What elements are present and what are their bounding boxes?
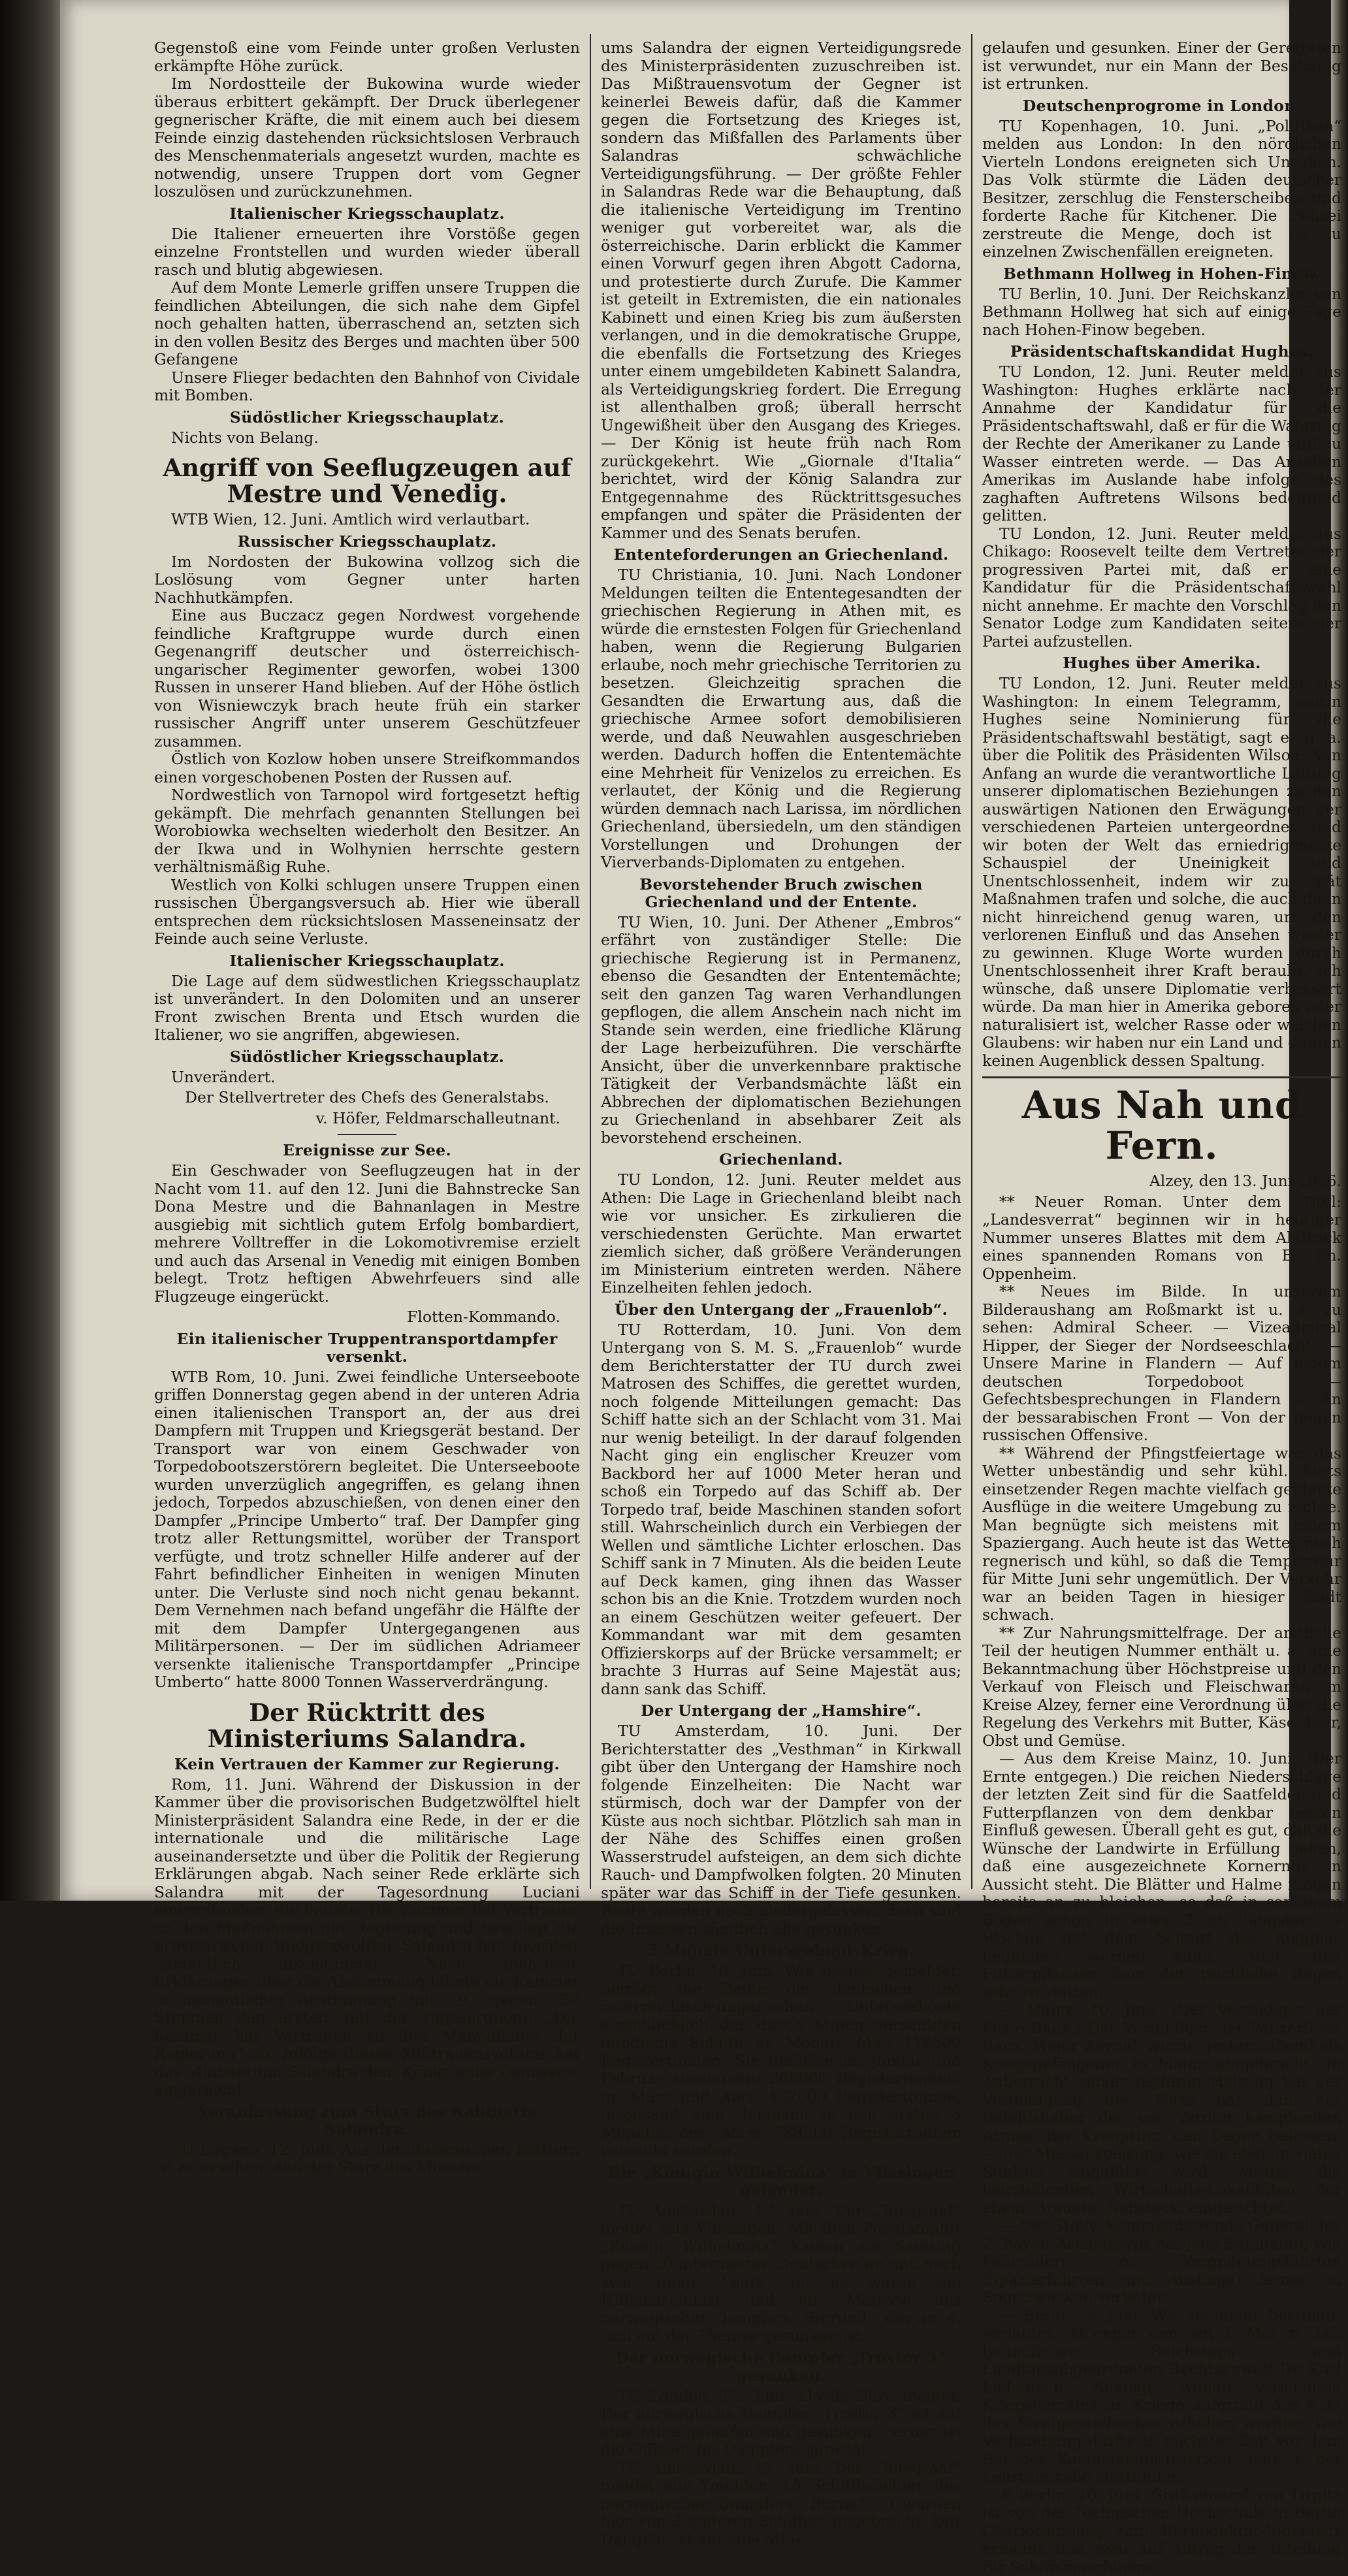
signature-line: Der Stellvertreter des Chefs des Generalstabs. <box>154 1089 580 1107</box>
section-heading: Die „Königin Wilhelmina“ in Vlissingen gelandet. <box>601 2164 961 2199</box>
paragraph: TU London, 12. Juni. Reuter meldet aus Chikago: Roosevelt teilte dem Vertreter der progressiven Partei mit, daß er eine Kandidatur für die Präsidentschaftswahl nicht annehme. Er machte den Vorschlag den Senator Lodge zum Kandidaten seitens der Partei aufzustellen. <box>982 525 1341 651</box>
section-heading: Ententeforderungen an Griechenland. <box>601 546 961 564</box>
column-rule <box>971 34 972 1889</box>
column-2 <box>594 39 968 1888</box>
signature-line: v. Höfer, Feldmarschalleutnant. <box>154 1110 580 1128</box>
paragraph: TU Amsterdam, 12. Juni. Der „Telegraaf“ meldet aus Vlissingen: Mit dem Postdampfer „Königin Wilhelmina“ kamen am Samstag gegen 30 internierten Deutschen an und noch zwei junge Leute an; es waren ein Hilfsmaschinist und ein Matrose des norwegischen Dampfers „Sigrund“, der am 4. Juni auf der Themse gesunken ist. <box>601 2202 961 2345</box>
paragraph: WTB Rom, 10. Juni. Zwei feindliche Unterseeboote griffen Donnerstag gegen abend in der unteren Adria einen italienischen Transport an, der aus drei Dampfern mit Truppen und Kriegsgerät bestand. Der Transport war von einem Geschwader von Torpedobootszerstörern begleitet. Die Unterseeboote wurden unverzüglich angegriffen, es gelang ihnen jedoch, Torpedos abzuschießen, von denen einer den Dampfer „Principe Umberto“ traf. Der Dampfer ging trotz aller Rettungsmittel, worüber der Transport verfügte, und trotz schneller Hilfe anderer auf der Fahrt befindlicher Einheiten in wenigen Minuten unter. Die Verluste sind noch nicht genau bekannt. Dem Vernehmen nach befand ungefähr die Hälfte der mit dem Dampfer Untergegangenen aus Militärpersonen. — Der im südlichen Adriameer versenkte italienische Transportdampfer „Principe Umberto“ hatte 8000 Tonnen Wasserverdrängung. <box>154 1368 580 1692</box>
paragraph: TU Rotterdam, 10. Juni. Von dem Untergang von S. M. S. „Frauenlob“ wurde dem Berichterstatter der TU durch zwei Matrosen des Schiffes, die gerettet wurden, noch folgende Mitteilungen gemacht: Das Schiff hatte sich an der Schlacht vom 31. Mai nur wenig beteiligt. In der darauf folgenden Nacht ging ein englischer Kreuzer vom Backbord her auf 1000 Meter heran und schoß ein Torpedo auf das Schiff ab. Der Torpedo traf, beide Maschinen standen sofort still. Wahrscheinlich durch ein Verbiegen der Wellen und sämtliche Lichter erloschen. Das Schiff sank in 7 Minuten. Als die beiden Leute auf Deck kamen, ging ihnen das Wasser schon bis an die Knie. Trotzdem wurden noch an einem Geschützen weiter gefeuert. Der Kommandant war mit dem gesamten Offizierskorps auf der Brücke versammelt; er brachte 3 Hurras auf Seine Majestät aus; dann sank das Schiff. <box>601 1321 961 1699</box>
column-3 <box>976 39 1348 1888</box>
paragraph: TU Amsterdam, 10. Juni. Der Berichterstatter des „Vesthman“ in Kirkwall gibt über den Untergang der Hamshire noch folgende Einzelheiten: Die Nacht war stürmisch, doch war der Dampfer von der Küste aus noch sichtbar. Plötzlich sah man in der Nähe des Schiffes einen großen Wasserstrudel aufsteigen, an dem sich dichte Rauch- und Dampfwolken folgten. 20 Minuten später war das Schiff in der Tiefe gesunken. Boote wurden noch niedergelassen, doch sind die Insassen sämtlich alle gesunken. <box>601 1722 961 1938</box>
section-heading: Südöstlicher Kriegsschauplatz. <box>154 1048 580 1066</box>
article-headline: Angriff von Seeflugzeugen auf Mestre und Venedig. <box>154 455 580 507</box>
paragraph: Westlich von Kolki schlugen unsere Truppen einen russischen Übergangsversuch ab. Hier wie überall entsprechen dem rücksichtslosen Masseneinsatz der Feinde auch seine Verluste. <box>154 877 580 948</box>
paragraph: TU Kopenhagen, 10. Juni. „Politiken“ melden aus London: In den nördlichen Vierteln Londons ereigneten sich Unruhen. Das Volk stürmte die Läden deutscher Besitzer, zerschlug die Fensterscheiben und forderte Rache für Kitchener. Die Polizei zerstreute die Menge, doch ist es zu einzelnen Zwischenfällen ereigneten. <box>982 118 1341 261</box>
signature-line: Flotten-Kommando. <box>154 1308 580 1327</box>
divider <box>338 1134 396 1135</box>
paragraph: — Berlin, 9. Juni. Wie nunmehr bestimmt verlautet, ist gegen den seit 1. Mai in Haft befindlichen Reichstags- und Landtagsabgeordneten Rechtsanwalt Dr. Karl Liebknecht Anklage wegen versuchten Kriegsverrates im Kriege aufgrund des § 89 des Strafgesetzbuches erhoben worden. Die Verhandlung dürfte in nächster Zeit vor dem Berliner Kommandanturgericht oder in der Lehrterstraße stattfinden. <box>982 2307 1341 2487</box>
paragraph: Unsere Flieger bedachten den Bahnhof von Cividale mit Bomben. <box>154 369 580 405</box>
section-heading: Griechenland. <box>601 1151 961 1168</box>
paragraph: TU Amsterdam, 12. Juni. Der „Telegraaf“ meldet aus Ymuiden: 15 Schiffbrüchige des norwegischen Dampfers „Burne“ (?) wurden hier von 2 anderen Schiffen eingebracht. Der Dampfer ist auf eine Mine <box>601 2459 961 2549</box>
paragraph: ** Während der Pfingstfeiertage war das Wetter unbeständig und sehr kühl. Stets einsetzender Regen machte vielfach geplante Ausflüge in die weitere Umgebung zu nichte. Man begnügte sich meistens mit einem Spaziergang. Auch heute ist das Wetter noch regnerisch und kühl, so daß die Temperatur für Mitte Juni sehr ungemütlich. Der Verkehr war an beiden Tagen in hiesiger Stadt schwach. <box>982 1445 1341 1624</box>
paragraph: Eine aus Buczacz gegen Nordwest vorgehende feindliche Kraftgruppe wurde durch einen Gegenangriff deutscher und österreichisch-ungarischer Regimenter geworfen, wobei 1300 Russen in unserer Hand blieben. Auf der Höhe östlich von Wisniewczyk brach heute früh ein starker russischer Angriff unter unserem Geschützfeuer zusammen. <box>154 607 580 750</box>
section-heading: Italienischer Kriegsschauplatz. <box>154 205 580 223</box>
section-heading: Ein italienischer Truppentransportdampfer versenkt. <box>154 1330 580 1366</box>
section-heading: Über den Untergang der „Frauenlob“. <box>601 1301 961 1319</box>
section-heading: Bethmann Hollweg in Hohen-Finow. <box>982 265 1341 283</box>
paragraph: TU Berlin, 10. Juni. Wie bereits gemeldet, beträgt die Beute der deutschen und österreichisch-ungarischen Unterseeboote einschließlich der durch Minen versenkten feindliche Schiffe im Monate Mai; 118500 Registertonnen. Sie umfaßte im Januar und Februar zusammen: 268000 Registertonnen, im März und April 432000 Registertonnen, insgesamt sind demnach in den ersten 5 Monaten des Jahres 788500 Registertonnen versenkt worden. <box>601 1962 961 2160</box>
paragraph: TU Berlin, 10. Juni. Der Reichskanzler von Bethmann Hollweg hat sich auf einige Tage nach Hohen-Finow begeben. <box>982 285 1341 340</box>
paragraph: Östlich von Kozlow hoben unsere Streifkommandos einen vorgeschobenen Posten der Russen auf. <box>154 750 580 786</box>
paragraph: — Mainz, 10. Juni. (Der Verteidiger der Feste Baux.) Der Verteidiger der Panzerfeste Baux, Major Raynal, wurde gestern abend als Kriegsgefangener in Mainz eingebracht. In Anbetracht seiner tapferen Haltung bei der Verteidigung des Forts hat ihm der Befehlshaber der vor Verdun kämpfenden Armee, der Kronprinz, den Degen belassen. — Für Massenspeisung, wie sie eben in vielen Städten eingeführt wird, werden die leerstehenden Wirtschafts-Lokalitäten der ehem. Brauerei Rebstock, eingerichtet. <box>982 2001 1341 2217</box>
paragraph: ums Salandra der eignen Verteidigungsrede des Ministerpräsidenten zuzuschreiben ist. Das Mißtrauensvotum der Gegner ist keinerlei Beweis dafür, daß die Kammer gegen die Fortsetzung des Krieges ist, sondern das Mißfallen des Parlaments über Salandras schwächliche Verteidigungsführung. — Der größte Fehler in Salandras Rede war die Behauptung, daß die italienische Verteidigung im Trentino weniger gut vorbereitet war, als die österreichische. Darin erblickt die Kammer einen Vorwurf gegen ihren Abgott Cadorna, und protestierte durch Zurufe. Die Kammer ist geteilt in Extremisten, die ein nationales Kabinett und einen Krieg bis zum äußersten verlangen, und in die demokratische Gruppe, die ebenfalls die Fortsetzung des Krieges unter einem umgebildeten Kabinett Salandra, als Verteidigungskrieg fordert. Die Erregung ist allenthalben groß; überall herrscht Ungewißheit über den Ausgang des Krieges. — Der König ist heute früh nach Rom zurückgekehrt. Wie „Giornale d'Italia“ berichtet, wird der König Salandra zur Entgegennahme des Rücktrittsgesuches empfangen und später die Präsidenten der Kammer und des Senats berufen. <box>601 39 961 542</box>
paragraph: Nichts von Belang. <box>154 429 580 447</box>
section-heading: Präsidentschaftskandidat Hughes. <box>982 343 1341 361</box>
column-rule <box>590 34 591 1889</box>
paragraph: TU London, 12. Juni. Lloyds Büro meldet: Der norwegische Dampfer „Trostor 3“ ist auf eine Mine gelaufen und gesunken. Ferner ist die Offizier des Dampfers gerettet. <box>601 2387 961 2459</box>
section-heading: Italienischer Kriegsschauplatz. <box>154 952 580 970</box>
section-heading: Kein Vertrauen der Kammer zur Regierung. <box>154 1756 580 1773</box>
paragraph: Im Nordosten der Bukowina vollzog sich die Loslösung vom Gegner unter harten Nachhutkämpfen. <box>154 553 580 607</box>
paragraph: Nordwestlich von Tarnopol wird fortgesetzt heftig gekämpft. Die mehrfach genannten Stellungen bei Worobiowka wechselten wiederholt den Besitzer. An der Ikwa und in Wolhynien herrschte gestern verhältnismäßig Ruhe. <box>154 786 580 877</box>
paragraph: Ein Geschwader von Seeflugzeugen hat in der Nacht vom 11. auf den 12. Juni die Bahnstrecke San Dona Mestre und die Bahnanlagen in Mestre ausgiebig mit sichtlich gutem Erfolg bombardiert, mehrere Volltreffer in die Lokomotivremise erzielt und auch das Arsenal in Venedig mit einigen Bomben belegt. Trotz heftigen Abwehrfeuers sind alle Flugzeuge eingerückt. <box>154 1162 580 1306</box>
divider <box>982 1076 1341 1078</box>
paragraph: ** Zur Nahrungsmittelfrage. Der amtliche Teil der heutigen Nummer enthält u. a. eine Bekanntmachung über Höchstpreise und den Verkauf von Fleisch und Fleischwaren im Kreise Alzey, ferner eine Verordnung über die Regelung des Verkehrs mit Butter, Käse, Eier, Obst und Gemüse. <box>982 1624 1341 1750</box>
section-heading: Der norwegische Dampfer „Trostor 3“ gesunken. <box>601 2349 961 2385</box>
section-heading: 5 Monate Unterseeboot-Krieg. <box>601 1942 961 1959</box>
section-heading: Bevorstehender Bruch zwischen Griechenland und der Entente. <box>601 876 961 911</box>
paragraph: Die Lage auf dem südwestlichen Kriegsschauplatz ist unverändert. In den Dolomiten und an unserer Front zwischen Brenta und Etsch wurden die Italiener, wo sie angriffen, abgewiesen. <box>154 973 580 1044</box>
column-1 <box>148 39 586 1888</box>
paragraph: Unverändert. <box>154 1069 580 1087</box>
paragraph: Die Italiener erneuerten ihre Vorstöße gegen einzelne Frontstellen und wurden wieder überall rasch und blutig abgewiesen. <box>154 225 580 280</box>
section-heading: Russischer Kriegsschauplatz. <box>154 533 580 551</box>
section-heading: Hughes über Amerika. <box>982 654 1341 672</box>
section-heading: Ereignisse zur See. <box>154 1142 580 1159</box>
paragraph: TU Christiania, 10. Juni. Nach Londoner Meldungen teilten die Ententegesandten der griechischen Regierung in Athen mit, es würde die ernstesten Folgen für Griechenland haben, wenn die Regierung Bulgarien erlaube, noch mehr griechische Territorien zu besetzen. Gleichzeitig sprachen die Gesandten die Erwartung aus, daß die griechische Armee sofort demobilisieren werde, und daß Neuwahlen ausgeschrieben werden. Dadurch hoffen die Ententemächte eine Mehrheit für Venizelos zu erreichen. Es verlautet, der König und die Regierung würden demnach nach Larissa, im nördlichen Griechenland, übersiedeln, um den ständigen Vorstellungen und Drohungen der Vierverbands-Diplomaten zu entgehen. <box>601 566 961 872</box>
paragraph: TU London, 12. Juni. Reuter meldet aus Washington: In einem Telegramm, worin Hughes seine Nominierung für die Präsidentschaftswahl bestätigt, sagt er u. a. über die Politik des Präsidenten Wilson: Von Anfang an wurde die verantwortliche Leitung unserer diplomatischen Beziehungen zu den auswärtigen Nationen den Erwägungen der verschiedenen Parteien untergeordnet, und wir boten der Welt das erniedrigendste Schauspiel der Uneinigkeit und Unentschlossenheit, indem wir zu spät Maßnahmen trafen und solche, die auch dann nicht hinreichend genug waren, um den verlorenen Einfluß und das Ansehen wieder zu gewinnen. Kluge Worte wurden durch Unentschlossenheit ihrer Kraft beraubt. Ich wünsche, daß unsere Diplomatie verbessert würde. Da man hier in Amerika geboren oder naturalisiert ist, welcher Rasse oder welchen Glaubens: wir haben nur ein Land und dulden keinen Augenblick dessen Spaltung. <box>982 675 1341 1070</box>
section-heading: Veranlassung zum Sturz des Kabinetts Salandra. <box>154 2103 580 2138</box>
paragraph: TU London, 12. Juni. Reuter meldet aus Athen: Die Lage in Griechenland bleibt nach wie vor unsicher. Es zirkulieren die verschiedensten Gerüchte. Man erwartet ziemlich sicher, daß größere Veränderungen im Ministerium eintreten werden. Nähere Einzelheiten fehlen jedoch. <box>601 1171 961 1297</box>
section-heading: Der Untergang der „Hamshire“. <box>601 1702 961 1720</box>
newspaper-page <box>60 0 1289 1901</box>
section-heading: Deutschenprogrome in London. <box>982 97 1341 115</box>
article-headline: Der Rücktritt des Ministeriums Salandra. <box>154 1699 580 1752</box>
paragraph: TU London, 12. Juni. Reuter meldet aus Washington: Hughes erklärte nach der Annahme der Kandidatur für die Präsidentschaftswahl, daß er für die Wahrung der Rechte der Amerikaner zu Lande und zu Wasser eintreten werde. — Das Ansehen Amerikas im Auslande habe infolge des zaghaften Auftretens Wilsons bedeutend gelitten. <box>982 363 1341 525</box>
paragraph: WTB Wien, 12. Juni. Amtlich wird verlautbart. <box>154 511 580 529</box>
paragraph: — Der Stellv. Kommandierende General des 2. Bayer. Armeekorps hat jede Benützung von Fahrrädern zu Vergnügungsfahrten (Spazierfahrten und Ausflüge) ferner zu Sportzwecken verboten. <box>982 2217 1341 2307</box>
paragraph: Im Nordostteile der Bukowina wurde wieder überaus erbittert gekämpft. Der Druck überlegener gegnerischer Kräfte, die mit einem auch bei diesem Feinde einzig dastehenden rücksichtslosen Verbrauch des Menschenmaterials angesetzt wurden, machte es notwendig, unsere Truppen dort vom Gegner loszulösen und zurückzunehmen. <box>154 75 580 201</box>
book-binding-shadow <box>0 0 60 1901</box>
paragraph: Gegenstoß eine vom Feinde unter großen Verlusten erkämpfte Höhe zurück. <box>154 39 580 75</box>
paragraph: TU Lugano, 12. Juni. Aus den italienischen Blättern ist zu ersehen, daß der Sturz des Ministeri- <box>154 2141 580 2177</box>
paragraph: ** Neuer Roman. Unter dem Titel: „Landesverrat“ beginnen wir in heutiger Nummer unseres Blattes mit dem Abdruck eines spannenden Romans von E. Ph. Oppenheim. <box>982 1193 1341 1283</box>
paragraph: gelaufen und gesunken. Einer der Geretteten ist verwundet, nur ein Mann der Besatzung ist ertrunken. <box>982 39 1341 93</box>
paragraph: Auf dem Monte Lemerle griffen unsere Truppen die feindlichen Abteilungen, die sich nahe dem Gipfel noch gehalten hatten, überraschend an, setzten sich in den vollen Besitz des Berges und machten über 500 Gefangene <box>154 279 580 369</box>
paragraph: Rom, 11. Juni. Während der Diskussion in der Kammer über die provisorischen Budgetzwölftel hielt Ministerpräsident Salandra eine Rede, in der er die internationale und die militärische Lage auseinandersetzte und über die Politik der Regierung Erklärungen abgab. Nach seiner Rede erklärte sich Salandra mit der Tagesordnung Luciani einverstanden, die lautete: Die Kammer hat Vertrauen zu den Maßnahmen der Regierung und bewilligt die provisorischen Budgetzwölftel. Salandra hat, hierüber namentlich abzustimmen. Nach mehreren Erklärungen über die Abstimmung lehnte die Kammer in namentlicher Abstimmung mit 197 gegen 158 Stimmen den ersten Teil der Tagesordnung „Die Kammer hat Vertrauen zu den Maßnahmen der Regierung“ ab. Infolge dieses Mißtrauensvotums hat das Ministerium Salandra dem König seine Demission eingereicht. <box>154 1776 580 2099</box>
paragraph: ** Neues im Bilde. In unserem Bilderaushang am Roßmarkt ist u. a. zu sehen: Admiral Scheer. — Vizeadmiral Hipper, der Sieger der Nordseeschlacht. — Unsere Marine in Flandern — Auf einem deutschen Torpedoboot — Gefechtsbesprechungen in Flandern — An der bessarabischen Front — Von der neuen russischen Offensive. <box>982 1283 1341 1445</box>
paragraph: — Aus dem Kreise Mainz, 10. Juni. (Der Ernte entgegen.) Die reichen Niederschläge der letzten Zeit sind für die Saatfelder und Futterpflanzen von dem denkbar besten Einfluß gewesen. Überall geht es gut, daß die Wünsche der Landwirte in Erfüllung gehen, daß eine ausgezeichnete Kornernte in Aussicht steht. Die Blätter und Halme fangen bereits an zu bleichen, so daß in sandigem Boden schon in etwa 3 bis längstens 4 Wochen mit dem Schnitt des Roggens begonnen werden kann. Auch den Futterpflanzen kam der reichliche Regen sehr zu statten. <box>982 1750 1341 2001</box>
paragraph: TU Wien, 10. Juni. Der Athener „Embros“ erfährt von zuständiger Stelle: Die griechische Regierung ist in Permanenz, ebenso die Gesandten der Ententemächte; seit den ganzen Tag waren Verhandlungen gepflogen, die allem Anschein nach nicht im Stande sein werden, eine friedliche Klärung der Lage herbeizuführen. Die verschärfte Ansicht, über die unverkennbare praktische Tätigkeit der Verbandsmächte läßt ein Abbrechen der diplomatischen Beziehungen zu Griechenland in absehbarer Zeit als bevorstehend erscheinen. <box>601 914 961 1148</box>
dateline: Alzey, den 13. Juni 1916. <box>982 1172 1341 1191</box>
paragraph: # Berlin, 10. Juni. Großadmiral von Tirpitz ist von der Technischen Hochschule in Berlin Charlottenburg zum Ehrendoktor-Ingenieur ernannt, und zwar auf Antrag der Abteilung für Schiffsmaschinen- <box>982 2487 1341 2576</box>
section-heading: Südöstlicher Kriegsschauplatz. <box>154 409 580 427</box>
section-masthead: Aus Nah und Fern. <box>982 1085 1341 1166</box>
